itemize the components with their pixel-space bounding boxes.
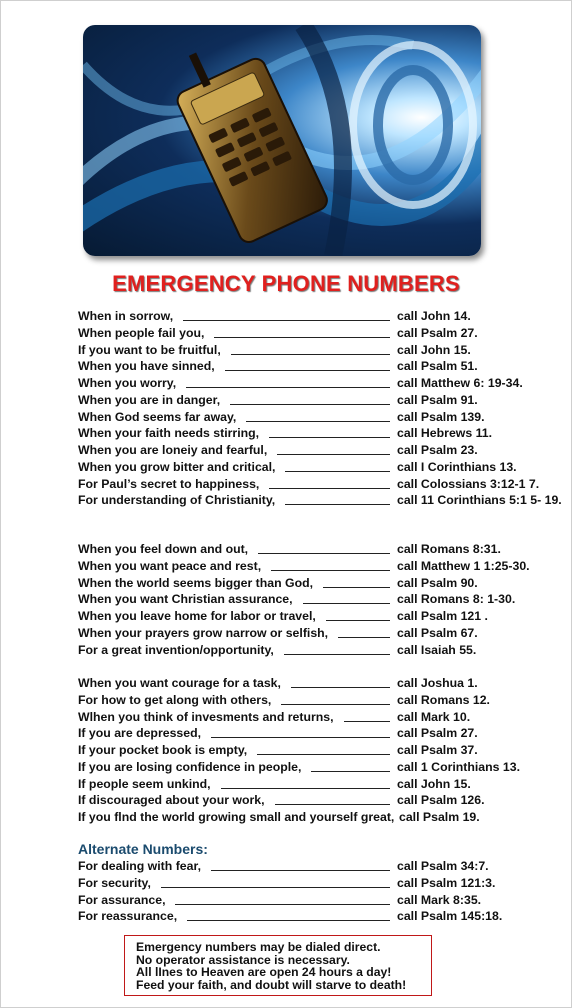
- situation-label: If people seem unkind,: [78, 776, 211, 791]
- scripture-reference: call Psalm 91.: [397, 392, 478, 407]
- situation-label: When you feel down and out,: [78, 542, 249, 556]
- fill-line: [211, 870, 390, 871]
- situation-label: When you leave home for labor or travel,: [78, 609, 316, 623]
- situation-label: When you grow bitter and critical,: [78, 459, 276, 474]
- scripture-reference: call Psalm 126.: [397, 793, 485, 808]
- fill-line: [275, 804, 390, 805]
- scripture-reference: call Psalm 139.: [397, 409, 485, 424]
- fill-line: [231, 354, 390, 355]
- alternate-numbers-heading: Alternate Numbers:: [78, 841, 208, 857]
- situation-label: When you want peace and rest,: [78, 558, 262, 573]
- fill-line: [285, 471, 390, 472]
- fill-line: [187, 920, 390, 921]
- fill-line: [186, 387, 390, 388]
- fill-line: [269, 488, 390, 489]
- scripture-reference: call Isaiah 55.: [397, 642, 477, 657]
- scripture-reference: call Mark 10.: [397, 709, 471, 724]
- fill-line: [225, 370, 390, 371]
- scripture-reference: call Romans 8: 1-30.: [397, 592, 516, 607]
- situation-label: When you want courage for a task,: [78, 676, 281, 690]
- fill-line: [323, 587, 390, 588]
- scripture-reference: call Hebrews 11.: [397, 426, 493, 441]
- notice-box: [124, 935, 432, 996]
- fill-line: [269, 437, 390, 438]
- notice-line: Feed your faith, and doubt will starve to death!: [136, 977, 407, 992]
- situation-label: For a great invention/opportunity,: [78, 642, 274, 657]
- situation-label: When you have sinned,: [78, 359, 215, 374]
- hero-image: [83, 25, 481, 256]
- notice-line: Emergency numbers may be dialed direct.: [136, 940, 381, 954]
- fill-line: [281, 704, 390, 705]
- fill-line: [311, 771, 390, 772]
- situation-label: If you want to be fruitful,: [78, 342, 221, 357]
- notice-line: No operator assistance is necessary.: [136, 952, 350, 967]
- situation-label: When you are loneiy and fearful,: [78, 443, 268, 457]
- situation-label: If discouraged about your work,: [78, 793, 265, 808]
- situation-label: If you are losing confidence in people,: [78, 759, 302, 774]
- scripture-reference: call Psalm 27.: [397, 325, 478, 340]
- situation-label: When you are in danger,: [78, 392, 221, 407]
- fill-line: [230, 404, 390, 405]
- situation-label: For reassurance,: [78, 909, 178, 924]
- situation-label: For security,: [78, 875, 151, 890]
- cellphone-swirl-illustration: [83, 25, 481, 256]
- scripture-reference: call John 15.: [397, 342, 471, 357]
- situation-label: For Paul’s secret to happiness,: [78, 476, 260, 491]
- situation-label: When you want Christian assurance,: [78, 592, 293, 607]
- scripture-reference: call Colossians 3:12-1 7.: [397, 476, 540, 491]
- fill-line: [258, 553, 390, 554]
- fill-line: [291, 687, 390, 688]
- fill-line: [303, 603, 390, 604]
- scripture-reference: call Psalm 19.: [399, 810, 480, 824]
- scripture-reference: call 1 Corinthians 13.: [397, 759, 521, 774]
- scripture-reference: call Romans 8:31.: [397, 542, 501, 556]
- situation-label: For assurance,: [78, 892, 166, 907]
- scripture-reference: call John 15.: [397, 776, 471, 791]
- situation-label: For dealing with fear,: [78, 859, 201, 873]
- fill-line: [338, 637, 390, 638]
- scripture-reference: call Psalm 121:3.: [397, 875, 496, 890]
- scripture-reference: call Psalm 51.: [397, 359, 478, 374]
- fill-line: [271, 570, 390, 571]
- scripture-reference: call 11 Corinthians 5:1 5- 19.: [397, 493, 562, 508]
- scripture-reference: call I Corinthians 13.: [397, 459, 517, 474]
- fill-line: [326, 620, 390, 621]
- scripture-reference: call Psalm 37.: [397, 743, 478, 757]
- fill-line: [183, 320, 390, 321]
- scripture-reference: call Psalm 90.: [397, 575, 478, 590]
- situation-label: For how to get along with others,: [78, 692, 272, 707]
- situation-label: If your pocket book is empty,: [78, 743, 248, 757]
- fill-line: [285, 504, 390, 505]
- situation-label: For understanding of Christianity,: [78, 493, 276, 508]
- situation-label: When your prayers grow narrow or selfish,: [78, 625, 329, 640]
- page-title: EMERGENCY PHONE NUMBERS: [112, 271, 460, 296]
- notice-line: All lInes to Heaven are open 24 hours a day!: [136, 965, 392, 979]
- situation-label: When you worry,: [78, 376, 177, 390]
- scripture-reference: call Romans 12.: [397, 692, 490, 707]
- fill-line: [221, 788, 390, 789]
- fill-line: [161, 887, 390, 888]
- situation-label: If you are depressed,: [78, 726, 202, 741]
- scripture-reference: call Psalm 145:18.: [397, 909, 503, 924]
- situation-label: Wlhen you think of invesments and returns,: [78, 709, 334, 724]
- fill-line: [211, 737, 390, 738]
- scripture-reference: call Psalm 121 .: [397, 609, 488, 623]
- situation-label: When your faith needs stirring,: [78, 426, 260, 441]
- fill-line: [257, 754, 390, 755]
- scripture-reference: call Matthew 1 1:25-30.: [397, 558, 530, 573]
- fill-line: [277, 454, 390, 455]
- fill-line: [344, 721, 390, 722]
- situation-label: If you flnd the world growing small and yourself great,: [78, 810, 395, 824]
- scripture-reference: call Psalm 67.: [397, 625, 478, 640]
- scripture-reference: call Psalm 23.: [397, 443, 478, 457]
- fill-line: [214, 337, 390, 338]
- scripture-reference: call Joshua 1.: [397, 676, 478, 690]
- fill-line: [175, 904, 390, 905]
- situation-label: When in sorrow,: [78, 309, 174, 323]
- scripture-reference: call John 14.: [397, 309, 471, 323]
- fill-line: [246, 421, 390, 422]
- scripture-reference: call Mark 8:35.: [397, 892, 482, 907]
- situation-label: When God seems far away,: [78, 409, 237, 424]
- situation-label: When people fail you,: [78, 325, 205, 340]
- fill-line: [284, 654, 390, 655]
- scripture-reference: call Matthew 6: 19-34.: [397, 376, 523, 390]
- situation-label: When the world seems bigger than God,: [78, 575, 314, 590]
- scripture-reference: call Psalm 34:7.: [397, 859, 489, 873]
- scripture-reference: call Psalm 27.: [397, 726, 478, 741]
